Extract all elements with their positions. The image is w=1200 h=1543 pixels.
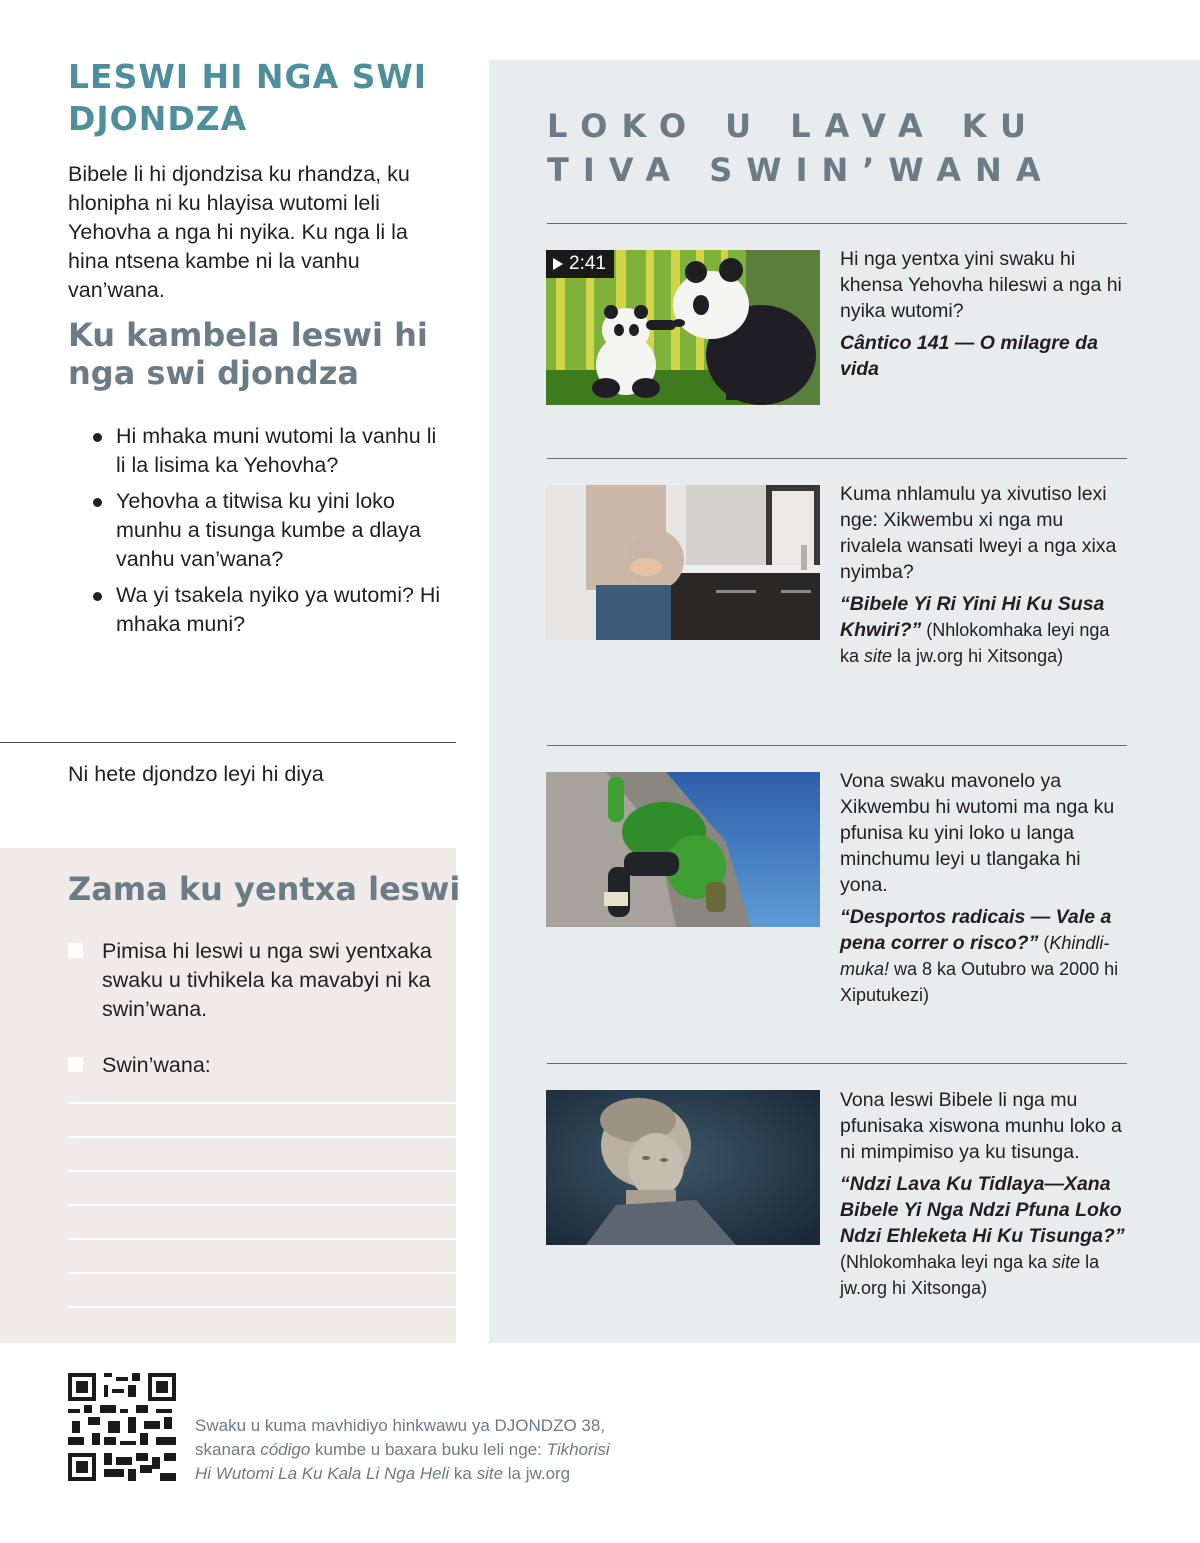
resource-note-em: site bbox=[1052, 1252, 1081, 1272]
writing-line[interactable] bbox=[68, 1136, 456, 1138]
resource-note: la jw.org hi Xitsonga) bbox=[840, 1252, 1100, 1298]
resource-note-em: Khindli-muka! bbox=[840, 933, 1110, 979]
resource-link[interactable]: “Ndzi Lava Ku Tidlaya—Xana Bibele Yi Nga Ndzi Pfuna Loko Ndzi Ehleketa Hi Ku Tisunga?” bbox=[840, 1173, 1125, 1247]
resource-note-em: site bbox=[864, 646, 893, 666]
resource-link[interactable]: “Desportos radicais — Vale a pena correr o risco?” bbox=[840, 906, 1112, 954]
try-item-text: Swin’wana: bbox=[102, 1053, 211, 1077]
intro-paragraph: Bibele li hi djondzisa ku rhandza, ku hlonipha ni ku hlayisa wutomi leli Yehovha a nga hi nyika. Ku nga li la hina ntsena kambe ni la vanhu van’wana. bbox=[68, 162, 410, 302]
resource-item bbox=[840, 768, 1130, 1008]
footer-line: Swaku u kuma mavhidiyo hinkwawu ya DJONDZO 38, bbox=[195, 1416, 606, 1435]
resource-link[interactable]: “Bibele Yi Ri Yini Hi Ku Susa Khwiri?” bbox=[840, 593, 1105, 641]
resource-note: ( bbox=[1038, 933, 1050, 953]
rock-climber-photo-icon bbox=[546, 772, 820, 927]
try-heading: Zama ku yentxa leswi bbox=[68, 870, 461, 908]
writing-line[interactable] bbox=[68, 1306, 456, 1308]
writing-line[interactable] bbox=[68, 1272, 456, 1274]
review-question-text: Yehovha a titwisa ku yini loko munhu a tisunga kumbe a dlaya vanhu van’wana? bbox=[116, 489, 421, 571]
checkbox[interactable] bbox=[68, 943, 83, 958]
footer-text-em: Tikhorisi bbox=[546, 1440, 610, 1459]
footer-text-em: site bbox=[476, 1464, 504, 1483]
writing-line[interactable] bbox=[68, 1170, 456, 1172]
qr-code-icon[interactable] bbox=[68, 1373, 176, 1481]
bullet-icon bbox=[93, 433, 102, 442]
divider bbox=[547, 1063, 1127, 1064]
completion-date-label: Ni hete djondzo leyi hi diya bbox=[68, 762, 324, 786]
resource-item bbox=[840, 246, 1130, 382]
divider bbox=[547, 745, 1127, 746]
review-question bbox=[90, 581, 450, 639]
resource-prompt: Vona leswi Bibele li nga mu pfunisaka xiswona munhu loko a ni mimpimiso ya ku tisunga. bbox=[840, 1089, 1122, 1163]
resource-item bbox=[840, 1087, 1130, 1301]
bullet-icon bbox=[93, 592, 102, 601]
resource-prompt: Hi nga yentxa yini swaku hi khensa Yehovha hileswi a nga hi nyika wutomi? bbox=[840, 248, 1122, 322]
pregnant-woman-photo[interactable] bbox=[546, 485, 820, 640]
writing-line[interactable] bbox=[68, 1102, 456, 1104]
checkbox[interactable] bbox=[68, 1057, 83, 1072]
bullet-icon bbox=[93, 498, 102, 507]
footer-line bbox=[195, 1438, 715, 1462]
footer-text-em: Hi Wutomi La Ku Kala Li Nga Heli bbox=[195, 1464, 450, 1483]
review-question bbox=[90, 422, 450, 480]
section-title: LESWI HI NGA SWI DJONDZA bbox=[68, 57, 428, 138]
panda-video-thumbnail[interactable] bbox=[546, 250, 820, 405]
duration-badge bbox=[546, 250, 614, 278]
rock-climber-photo[interactable] bbox=[546, 772, 820, 927]
pregnant-woman-photo-icon bbox=[546, 485, 820, 640]
duration-text: 2:41 bbox=[569, 253, 606, 274]
writing-line[interactable] bbox=[68, 1204, 456, 1206]
resource-link[interactable]: Cântico 141 — O milagre da vida bbox=[840, 332, 1098, 380]
play-icon bbox=[553, 258, 563, 270]
footer-text: ka bbox=[449, 1464, 477, 1483]
review-question bbox=[90, 487, 450, 574]
review-question-list bbox=[90, 422, 450, 646]
more-info-heading: LOKO U LAVA KU TIVA SWIN’WANA bbox=[547, 107, 1055, 189]
footer-note bbox=[195, 1414, 715, 1486]
divider bbox=[547, 223, 1127, 224]
try-item bbox=[68, 937, 448, 1024]
resource-note: (Nhlokomhaka leyi nga ka bbox=[840, 1252, 1053, 1272]
review-heading: Ku kambela leswi hi nga swi djondza bbox=[68, 316, 428, 392]
resource-prompt: Vona swaku mavonelo ya Xikwembu hi wutomi ma nga ku pfunisa ku yini loko u langa minchumu leyi u tlangaka hi yona. bbox=[840, 770, 1115, 896]
review-question-text: Hi mhaka muni wutomi la vanhu li li la lisima ka Yehovha? bbox=[116, 424, 437, 477]
divider bbox=[547, 458, 1127, 459]
footer-text: kumbe u baxara buku leli nge: bbox=[310, 1440, 547, 1459]
footer-text: la jw.org bbox=[503, 1464, 571, 1483]
sad-man-sculpture-image-icon bbox=[546, 1090, 820, 1245]
sad-man-sculpture-image[interactable] bbox=[546, 1090, 820, 1245]
resource-prompt: Kuma nhlamulu ya xivutiso lexi nge: Xikwembu xi nga mu rivalela wansati lweyi a nga xixa nyimba? bbox=[840, 483, 1117, 583]
resource-item bbox=[840, 481, 1130, 669]
footer-line bbox=[195, 1462, 715, 1486]
review-question-text: Wa yi tsakela nyiko ya wutomi? Hi mhaka muni? bbox=[116, 583, 441, 636]
try-item-text: Pimisa hi leswi u nga swi yentxaka swaku u tivhikela ka mavabyi ni ka swin’wana. bbox=[102, 939, 432, 1021]
writing-line[interactable] bbox=[68, 1238, 456, 1240]
resource-note: wa 8 ka Outubro wa 2000 hi Xiputukezi) bbox=[840, 959, 1119, 1005]
divider bbox=[0, 742, 456, 743]
footer-text: skanara bbox=[195, 1440, 261, 1459]
resource-note: la jw.org hi Xitsonga) bbox=[892, 646, 1064, 666]
try-item bbox=[68, 1051, 448, 1080]
footer-text-em: código bbox=[260, 1440, 311, 1459]
resource-note: (Nhlokomhaka leyi nga ka bbox=[840, 620, 1110, 666]
try-this-box bbox=[0, 848, 456, 1343]
